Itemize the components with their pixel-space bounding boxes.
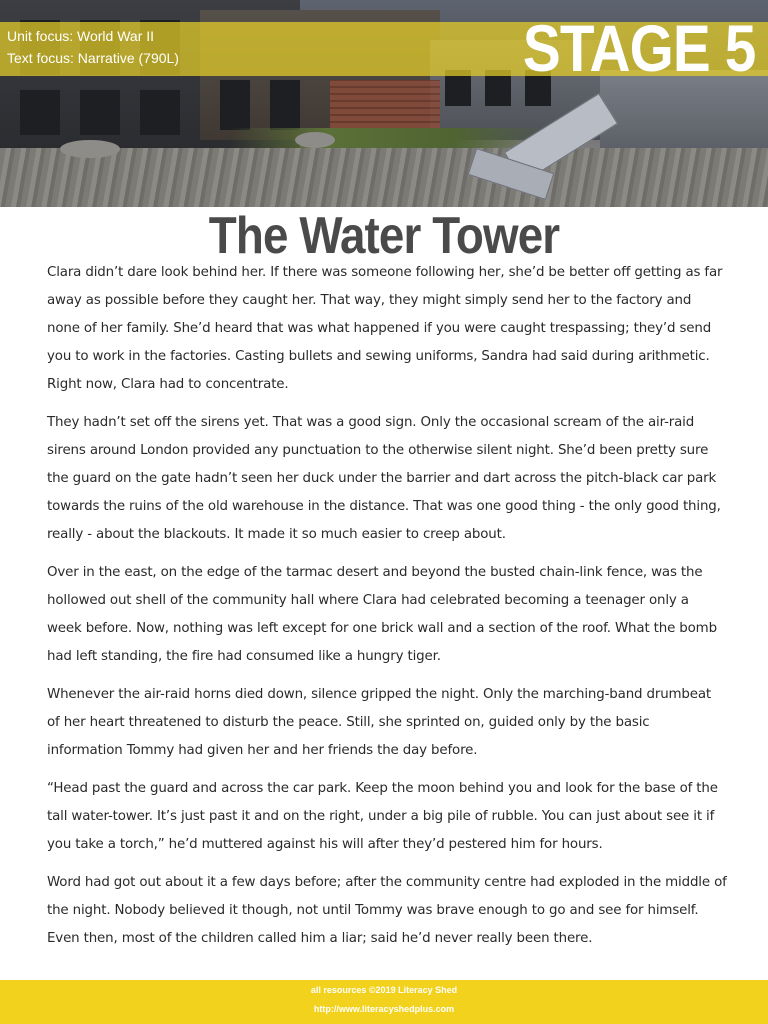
story-paragraph: Word had got out about it a few days before; after the community centre had exploded in the middle of the night. Nobody believed it though, not until Tommy was brave enough to go and see for himself. Even then, most of the children called him a liar; said he’d never really been there. bbox=[47, 875, 727, 946]
text-focus-label: Text focus: Narrative (790L) bbox=[7, 50, 179, 66]
website-link[interactable]: http://www.literacyshedplus.com bbox=[313, 1004, 455, 1014]
copyright-text: all resources ©2019 Literacy Shed bbox=[310, 985, 458, 995]
story-paragraph: They hadn’t set off the sirens yet. That was a good sign. Only the occasional scream of the air-raid sirens around London provided any punctuation to the otherwise silent night. She’d been pretty sure the guard on the gate hadn’t seen her duck under the barrier and dart across the pitch-black car park towards the ruins of the old warehouse in the distance. That was one good thing - the only good thing, really - about the blackouts. It made it so much easier to creep about. bbox=[47, 415, 721, 542]
header-banner-image bbox=[0, 0, 768, 207]
story-paragraph: Clara didn’t dare look behind her. If there was someone following her, she’d be better off getting as far away as possible before they caught her. That way, they might simply send her to the factory and none of her family. She’d heard that was what happened if you were caught trespassing; they’d send you to work in the factories. Casting bullets and sewing uniforms, Sandra had said during arithmetic. Right now, Clara had to concentrate. bbox=[47, 265, 723, 392]
brick-wall bbox=[330, 80, 440, 135]
story-paragraph: Whenever the air-raid horns died down, silence gripped the night. Only the marching-band drumbeat of her heart threatened to disturb the peace. Still, she sprinted on, guided only by the basic information Tommy had given her and her friends the day before. bbox=[47, 687, 712, 758]
story-text bbox=[47, 259, 727, 963]
footer-bar bbox=[0, 980, 768, 1024]
story-paragraph: Over in the east, on the edge of the tarmac desert and beyond the busted chain-link fence, was the hollowed out shell of the community hall where Clara had celebrated becoming a teenager only a week before. Now, nothing was left except for one brick wall and a section of the roof. What the bomb had left standing, the fire had consumed like a hungry tiger. bbox=[47, 565, 717, 664]
stage-label: STAGE 5 bbox=[523, 11, 756, 85]
unit-focus-label: Unit focus: World War II bbox=[7, 28, 155, 44]
overgrown-grass bbox=[230, 128, 550, 150]
rubble-rock bbox=[60, 140, 120, 158]
rubble-rock bbox=[295, 132, 335, 148]
story-paragraph: “Head past the guard and across the car park. Keep the moon behind you and look for the base of the tall water-tower. It’s just past it and on the right, under a big pile of rubble. You can just about see it if you take a torch,” he’d muttered against his will after they’d pestered him for hours. bbox=[47, 781, 718, 852]
page-title: The Water Tower bbox=[208, 207, 560, 265]
rubble-ground bbox=[0, 148, 768, 207]
